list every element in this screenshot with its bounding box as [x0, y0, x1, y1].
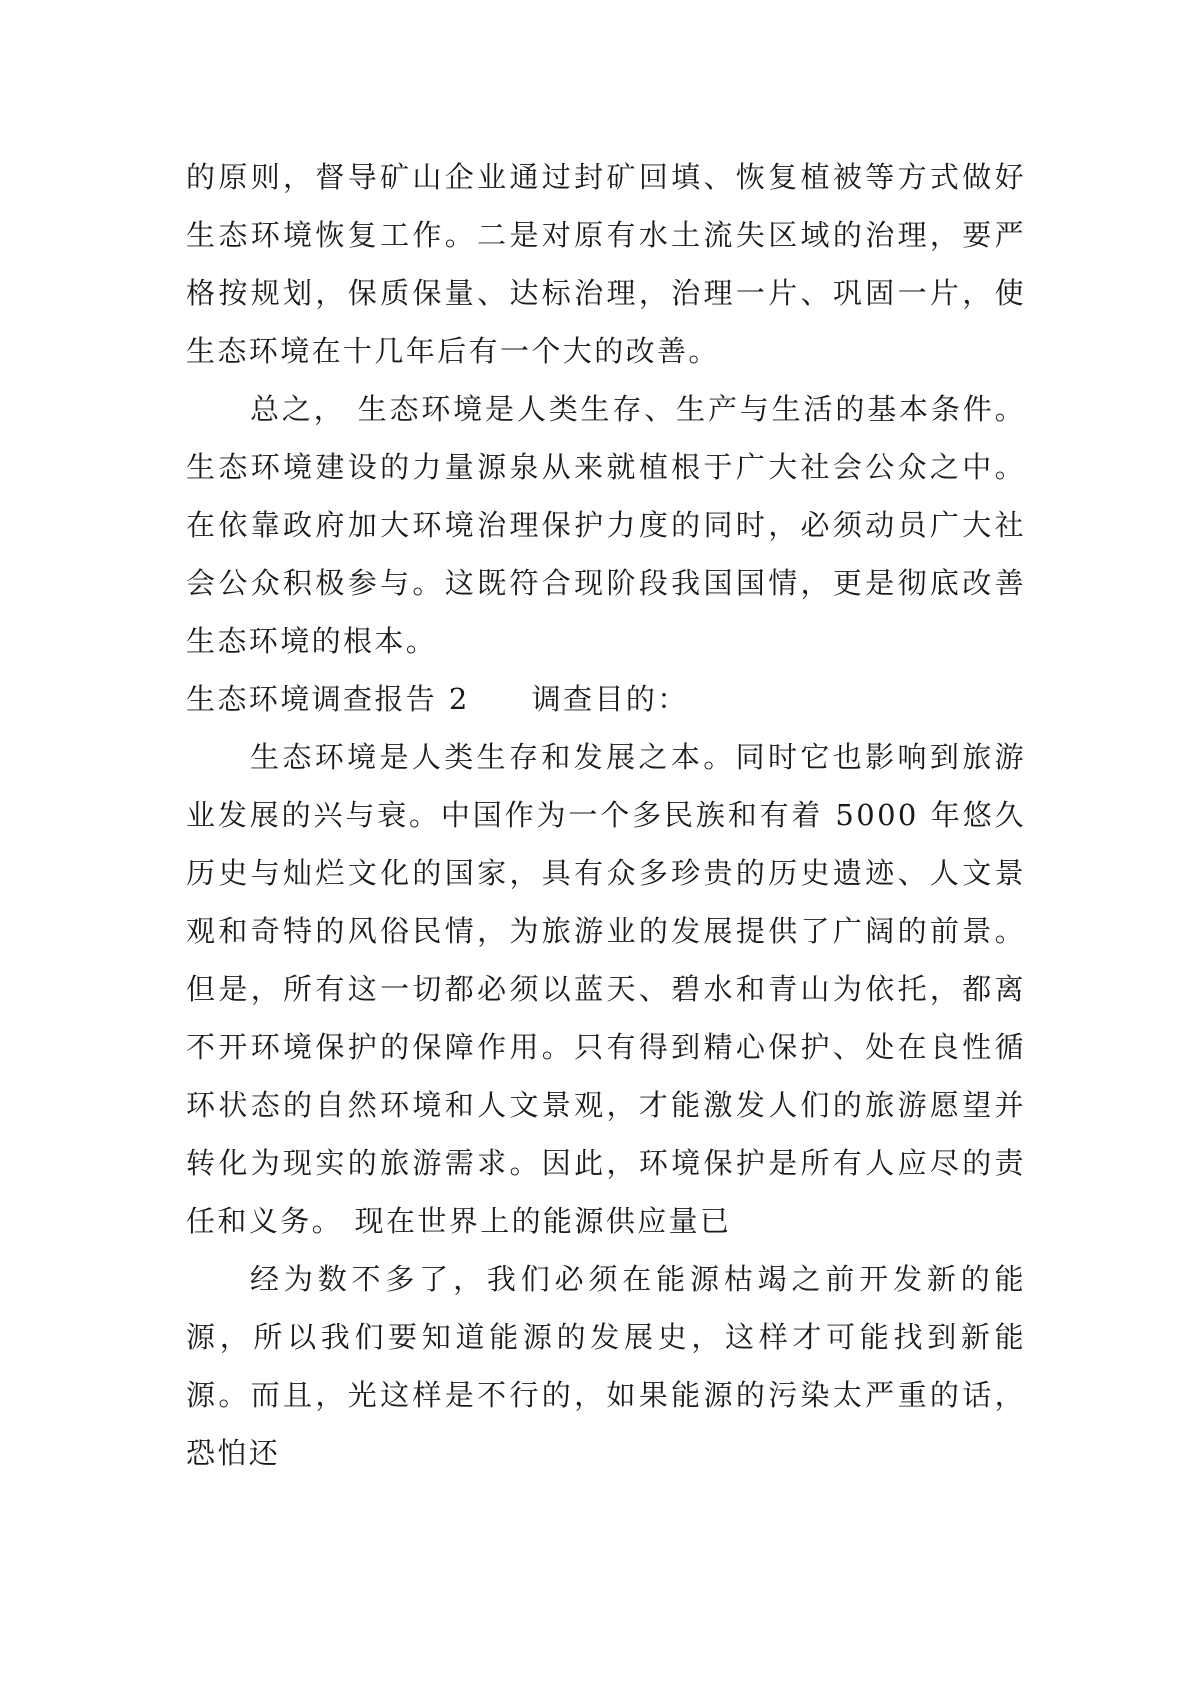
paragraph-conclusion: 总之， 生态环境是人类生存、生产与生活的基本条件。生态环境建设的力量源泉从来就植根于广大社会公众之中。在依靠政府加大环境治理保护力度的同时，必须动员广大社会公众积极参与。这既符合现阶段我国国情，更是彻底改善生态环境的根本。 [186, 392, 1026, 658]
section-heading-title: 生态环境调查报告 2 [186, 682, 470, 716]
section-heading [186, 670, 1026, 728]
paragraph-ecology-tourism: 生态环境是人类生存和发展之本。同时它也影响到旅游业发展的兴与衰。中国作为一个多民族和有着 5000 年悠久历史与灿烂文化的国家，具有众多珍贵的历史遗迹、人文景观和奇特的风俗民情，为旅游业的发展提供了广阔的前景。但是，所有这一切都必须以蓝天、碧水和青山为依托，都离不开环境保护的保障作用。只有得到精心保护、处在良性循环状态的自然环境和人文景观，才能激发人们的旅游愿望并转化为现实的旅游需求。因此，环境保护是所有人应尽的责任和义务。 现在世界上的能源供应量已 [186, 740, 1026, 1238]
paragraph-energy-development: 经为数不多了，我们必须在能源枯竭之前开发新的能源，所以我们要知道能源的发展史，这样才可能找到新能源。而且，光这样是不行的，如果能源的污染太严重的话，恐怕还 [186, 1262, 1026, 1470]
section-heading-subtitle: 调查目的： [531, 682, 689, 716]
paragraph-restoration-principles: 的原则，督导矿山企业通过封矿回填、恢复植被等方式做好生态环境恢复工作。二是对原有水土流失区域的治理，要严格按规划，保质保量、达标治理，治理一片、巩固一片，使生态环境在十几年后有一个大的改善。 [186, 160, 1026, 368]
document-body [186, 148, 1026, 1482]
